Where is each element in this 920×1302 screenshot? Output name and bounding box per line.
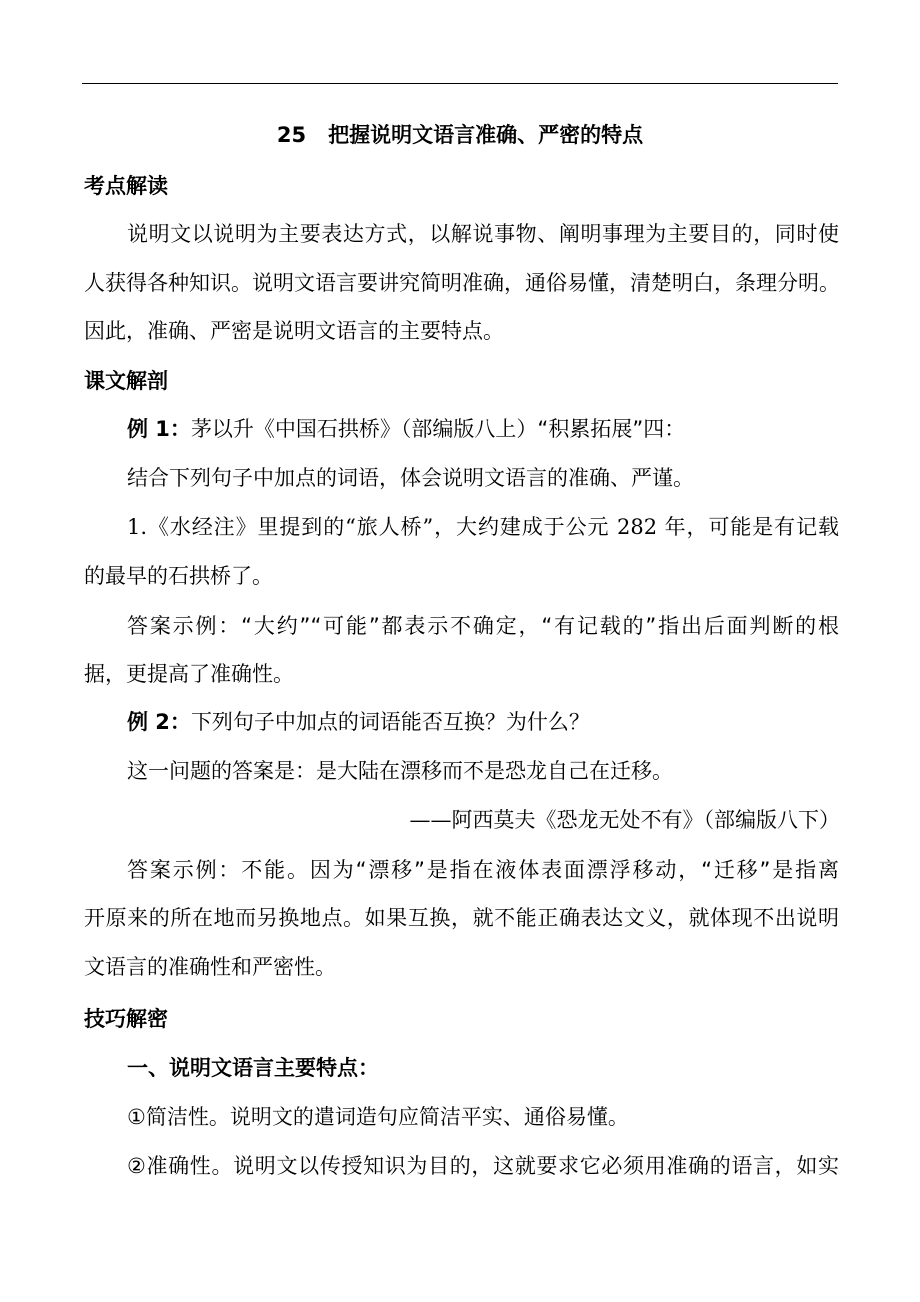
example2-answer-line3: 文语言的准确性和严密性。 — [84, 955, 336, 979]
example2-intro: 下列句子中加点的词语能否互换？为什么？ — [190, 710, 590, 734]
jiqiao-item-1: ①简洁性。说明文的遣词造句应简洁平实、通俗易懂。 — [127, 1105, 629, 1129]
example1-answer-line2: 据，更提高了准确性。 — [84, 662, 294, 686]
example2-answer-line2: 开原来的所在地而另换地点。如果互换，就不能正确表达文义，就体现不出说明 — [84, 906, 839, 930]
example1-task: 结合下列句子中加点的词语，体会说明文语言的准确、严谨。 — [127, 466, 694, 490]
example1-item-line1: 1.《水经注》里提到的“旅人桥”，大约建成于公元 282 年，可能是有记载 — [127, 515, 839, 539]
title-number: 25 — [276, 123, 307, 147]
example2-line — [127, 707, 920, 737]
page-title — [0, 120, 920, 150]
section-heading-jiqiao: 技巧解密 — [84, 1007, 168, 1031]
example1-label: 例 1： — [127, 417, 191, 441]
title-text: 把握说明文语言准确、严密的特点 — [328, 123, 644, 147]
example1-item-line2: 的最早的石拱桥了。 — [84, 564, 273, 588]
kaodian-para-line3: 因此，准确、严密是说明文语言的主要特点。 — [84, 319, 504, 343]
example2-answer-line1: 答案示例：不能。因为“漂移”是指在液体表面漂浮移动，“迁移”是指离 — [127, 858, 839, 882]
kaodian-para-line1: 说明文以说明为主要表达方式，以解说事物、阐明事理为主要目的，同时使 — [127, 222, 839, 246]
section-heading-kaodian: 考点解读 — [84, 174, 168, 198]
example2-source: ——阿西莫夫《恐龙无处不有》（部编版八下） — [409, 808, 840, 832]
example1-answer-line1: 答案示例：“大约”“可能”都表示不确定，“有记载的”指出后面判断的根 — [127, 614, 839, 638]
example2-quote: 这一问题的答案是：是大陆在漂移而不是恐龙自己在迁移。 — [127, 759, 673, 783]
example1-intro: 茅以升《中国石拱桥》（部编版八上）“积累拓展”四： — [190, 417, 686, 441]
jiqiao-subheading-1: 一、说明文语言主要特点： — [127, 1056, 379, 1080]
example1-line — [127, 414, 920, 444]
header-rule — [82, 83, 838, 84]
jiqiao-item-2: ②准确性。说明文以传授知识为目的，这就要求它必须用准确的语言，如实 — [127, 1154, 839, 1178]
title-gap — [306, 123, 328, 147]
example2-label: 例 2： — [127, 710, 191, 734]
kaodian-para-line2: 人获得各种知识。说明文语言要讲究简明准确，通俗易懂，清楚明白，条理分明。 — [84, 271, 840, 295]
section-heading-kewen: 课文解剖 — [84, 369, 168, 393]
